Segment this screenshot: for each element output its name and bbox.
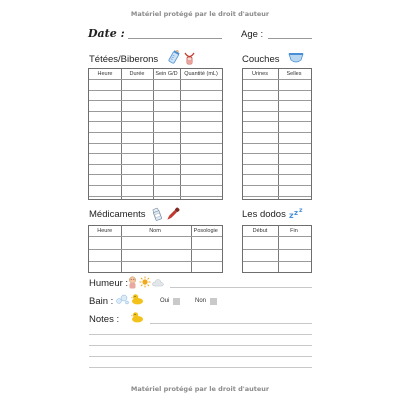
table-row[interactable]	[89, 164, 222, 165]
cloud-icon	[152, 278, 164, 287]
diapers-title: Couches	[242, 54, 280, 65]
sleep-table	[242, 225, 312, 273]
bath-yes-checkbox[interactable]	[173, 298, 180, 305]
feedings-col-header: Durée	[129, 71, 145, 77]
notes-label: Notes :	[89, 314, 120, 325]
diaper-icon	[288, 52, 304, 64]
table-row[interactable]	[89, 153, 222, 154]
table-row[interactable]	[243, 111, 311, 112]
medications-col-header: Heure	[97, 228, 113, 234]
table-row[interactable]	[243, 79, 311, 80]
table-row[interactable]	[89, 132, 222, 133]
sleep-col-header: Fin	[290, 228, 298, 234]
table-row[interactable]	[89, 111, 222, 112]
bath-yes-label: Oui	[160, 298, 170, 304]
table-row[interactable]	[89, 143, 222, 144]
feedings-table	[88, 68, 223, 200]
rubber-duck-icon	[131, 311, 144, 323]
table-row[interactable]	[89, 185, 222, 186]
table-row[interactable]	[243, 185, 311, 186]
feedings-col-header: Heure	[97, 71, 113, 77]
table-row[interactable]	[243, 261, 311, 262]
svg-text:z: z	[289, 211, 294, 219]
diapers-col-header: Urines	[252, 71, 268, 77]
table-row[interactable]	[89, 79, 222, 80]
bath-label: Bain :	[89, 296, 114, 307]
column-divider	[121, 69, 122, 199]
sleep-title: Les dodos	[242, 209, 286, 220]
age-label: Age :	[241, 29, 264, 40]
age-line[interactable]	[268, 38, 312, 39]
medications-title: Médicaments	[89, 209, 146, 220]
sun-icon	[139, 276, 151, 288]
feedings-col-header: Quantité (mL)	[184, 71, 218, 77]
medications-table	[88, 225, 223, 273]
table-row[interactable]	[243, 164, 311, 165]
mood-line[interactable]	[170, 287, 312, 288]
notes-line[interactable]	[89, 356, 312, 357]
svg-text:z: z	[299, 207, 303, 214]
column-divider	[153, 69, 154, 199]
table-row[interactable]	[243, 174, 311, 175]
date-label: Date :	[88, 27, 125, 40]
diapers-col-header: Selles	[286, 71, 302, 77]
baby-bottle-icon	[166, 48, 182, 66]
watermark-top: Matériel protégé par le droit d'auteur	[130, 10, 270, 18]
diapers-table	[242, 68, 312, 200]
pill-bottle-icon	[151, 206, 163, 222]
table-row[interactable]	[89, 196, 222, 197]
table-row[interactable]	[89, 249, 222, 250]
table-row[interactable]	[243, 121, 311, 122]
table-row[interactable]	[89, 121, 222, 122]
table-row[interactable]	[243, 236, 311, 237]
column-divider	[278, 69, 279, 199]
table-row[interactable]	[243, 132, 311, 133]
table-row[interactable]	[243, 143, 311, 144]
table-row[interactable]	[89, 236, 222, 237]
angry-baby-icon	[127, 276, 138, 289]
table-row[interactable]	[243, 100, 311, 101]
table-row[interactable]	[243, 153, 311, 154]
notes-line[interactable]	[150, 323, 312, 324]
table-row[interactable]	[89, 174, 222, 175]
table-row[interactable]	[89, 100, 222, 101]
watermark-bottom: Matériel protégé par le droit d'auteur	[130, 385, 270, 393]
bath-no-label: Non	[195, 298, 207, 304]
table-row[interactable]	[243, 249, 311, 250]
sleep-col-header: Début	[252, 228, 268, 234]
mood-label: Humeur :	[89, 278, 129, 289]
notes-line[interactable]	[89, 367, 312, 368]
table-row[interactable]	[243, 90, 311, 91]
zzz-icon	[289, 206, 305, 219]
medications-col-header: Posologie	[193, 228, 218, 234]
rubber-duck-icon	[131, 293, 144, 305]
feedings-title: Tétées/Biberons	[89, 54, 159, 65]
notes-line[interactable]	[89, 345, 312, 346]
table-row[interactable]	[89, 261, 222, 262]
notes-line[interactable]	[89, 334, 312, 335]
medications-col-header: Nom	[149, 228, 161, 234]
bath-no-checkbox[interactable]	[210, 298, 217, 305]
feedings-col-header: Sein G/D	[155, 71, 178, 77]
table-row[interactable]	[243, 196, 311, 197]
dropper-icon	[164, 205, 182, 223]
column-divider	[180, 69, 181, 199]
table-row[interactable]	[89, 90, 222, 91]
svg-text:z: z	[294, 209, 299, 217]
date-line[interactable]	[128, 38, 222, 39]
bubbles-icon	[116, 294, 129, 305]
breast-pump-icon	[183, 51, 196, 65]
